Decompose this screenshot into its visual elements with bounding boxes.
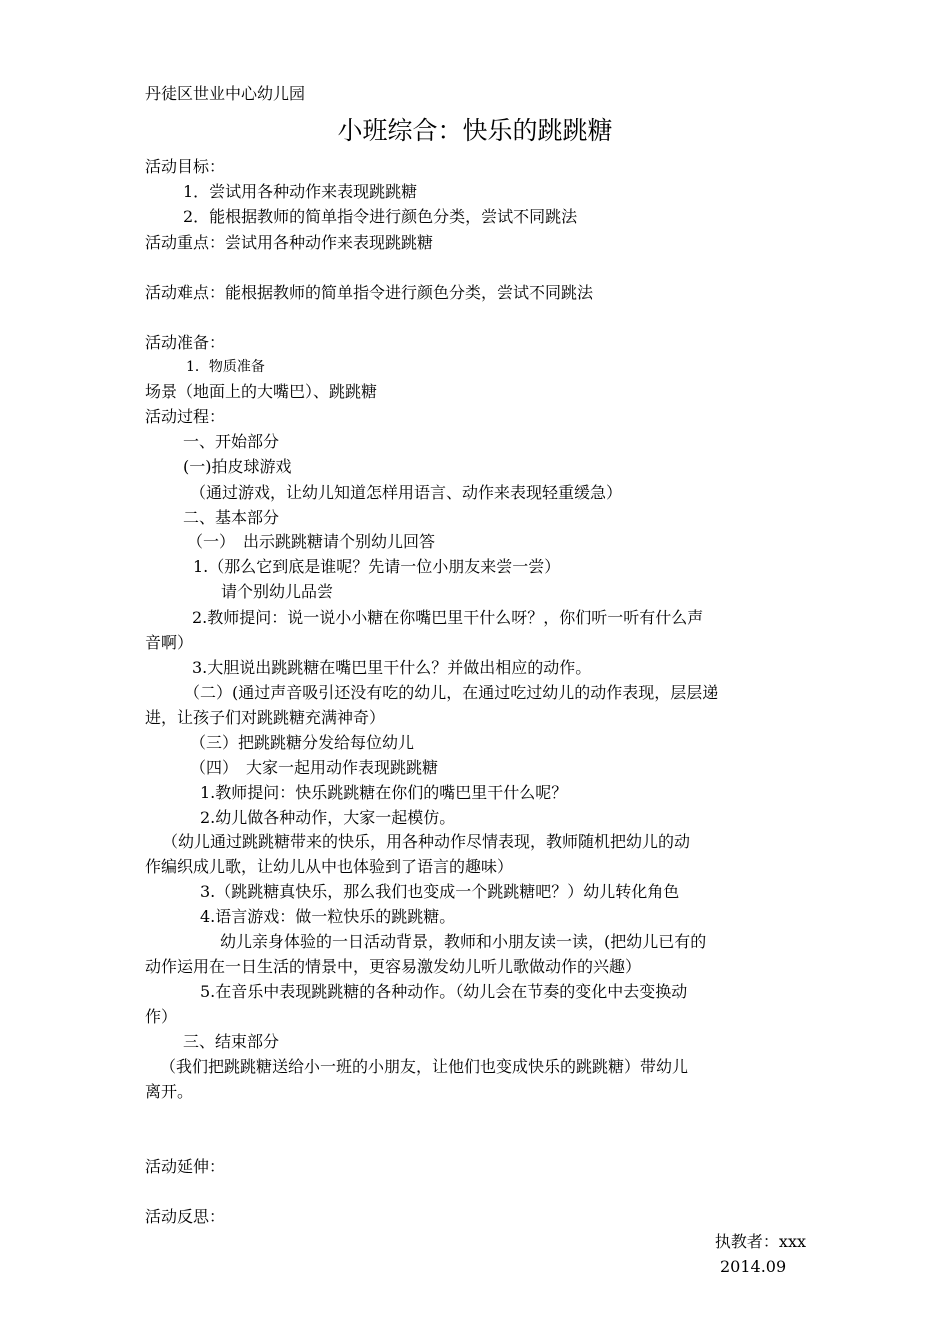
process-line: 一、开始部分 <box>183 432 280 451</box>
process-line: （一） 出示跳跳糖请个别幼儿回答 <box>187 532 436 551</box>
process-line: 离开。 <box>145 1082 194 1101</box>
process-line: 4.语言游戏：做一粒快乐的跳跳糖。 <box>200 907 456 926</box>
school-name: 丹徒区世业中心幼儿园 <box>145 84 306 103</box>
teacher-signature: 执教者：xxx <box>714 1232 806 1251</box>
process-line: 进，让孩子们对跳跳糖充满神奇） <box>145 708 386 727</box>
process-line: （三）把跳跳糖分发给每位幼儿 <box>190 733 415 752</box>
process-line: 作编织成儿歌，让幼儿从中也体验到了语言的趣味） <box>145 857 514 876</box>
process-line: 三、结束部分 <box>183 1032 280 1051</box>
process-line: 1.（那么它到底是谁呢？先请一位小朋友来尝一尝） <box>193 557 561 576</box>
process-line: 幼儿亲身体验的一日活动背景，教师和小朋友读一读，(把幼儿已有的 <box>220 932 707 951</box>
process-line: 作） <box>145 1007 178 1026</box>
process-line: 2.教师提问：说一说小小糖在你嘴巴里干什么呀？，你们听一听有什么声 <box>192 608 704 627</box>
preparation-heading: 活动准备： <box>145 333 226 352</box>
process-line: 5.在音乐中表现跳跳糖的各种动作。（幼儿会在节奏的变化中去变换动 <box>200 982 688 1001</box>
page-title: 小班综合：快乐的跳跳糖 <box>337 116 613 145</box>
process-heading: 活动过程： <box>145 407 226 426</box>
process-line: 二、基本部分 <box>183 508 280 527</box>
process-line: （通过游戏，让幼儿知道怎样用语言、动作来表现轻重缓急） <box>190 483 623 502</box>
goal-item: 2．能根据教师的简单指令进行颜色分类，尝试不同跳法 <box>183 207 578 226</box>
process-line: （幼儿通过跳跳糖带来的快乐，用各种动作尽情表现，教师随机把幼儿的动 <box>162 832 691 851</box>
date-line: 2014.09 <box>720 1257 787 1276</box>
process-line: （二）(通过声音吸引还没有吃的幼儿，在通过吃过幼儿的动作表现，层层递 <box>184 683 719 702</box>
process-line: 1.教师提问：快乐跳跳糖在你们的嘴巴里干什么呢？ <box>200 783 568 802</box>
process-line: (一)拍皮球游戏 <box>183 457 292 476</box>
goals-heading: 活动目标： <box>145 157 226 176</box>
preparation-sub: 1．物质准备 <box>186 359 265 375</box>
preparation-materials: 场景（地面上的大嘴巴）、跳跳糖 <box>145 382 378 401</box>
process-line: 请个别幼儿品尝 <box>221 582 334 601</box>
difficulty: 活动难点：能根据教师的简单指令进行颜色分类，尝试不同跳法 <box>145 283 594 302</box>
process-line: 动作运用在一日生活的情景中，更容易激发幼儿听儿歌做动作的兴趣） <box>145 957 642 976</box>
process-line: 3.（跳跳糖真快乐，那么我们也变成一个跳跳糖吧？）幼儿转化角色 <box>200 882 680 901</box>
goal-item: 1．尝试用各种动作来表现跳跳糖 <box>183 182 418 201</box>
reflection-heading: 活动反思： <box>145 1207 226 1226</box>
key-point: 活动重点：尝试用各种动作来表现跳跳糖 <box>145 233 434 252</box>
process-line: 3.大胆说出跳跳糖在嘴巴里干什么？并做出相应的动作。 <box>192 658 592 677</box>
extension-heading: 活动延伸： <box>145 1157 226 1176</box>
process-line: 2.幼儿做各种动作，大家一起模仿。 <box>200 808 456 827</box>
process-line: （我们把跳跳糖送给小一班的小朋友，让他们也变成快乐的跳跳糖）带幼儿 <box>160 1057 689 1076</box>
process-line: （四） 大家一起用动作表现跳跳糖 <box>190 758 439 777</box>
process-line: 音啊） <box>145 633 194 652</box>
